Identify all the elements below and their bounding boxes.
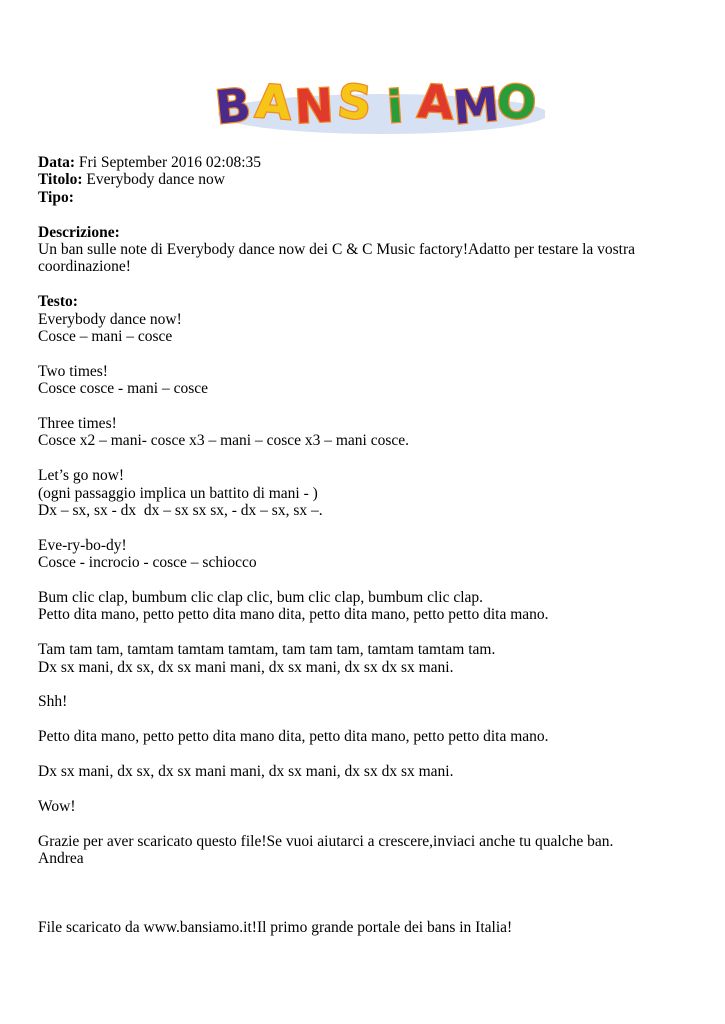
lyrics-line: Cosce – mani – cosce [38,328,173,346]
description-heading [38,224,698,241]
logo-letter: S [335,74,374,131]
logo-letter: A [416,74,455,130]
type-line [38,189,698,206]
lyrics-line: Dx sx mani, dx sx, dx sx mani mani, dx sx mani, dx sx dx sx mani. [38,763,454,781]
lyrics-line: Cosce x2 – mani- cosce x3 – mani – cosce x3 – mani cosce. [38,432,410,450]
type-label: Tipo: [38,188,74,206]
lyrics-line: Shh! [38,693,68,711]
logo-letter: B [212,77,254,135]
logo-letter: i [385,81,405,134]
bansiamo-logo [205,74,545,136]
lyrics-line: Petto dita mano, petto petto dita mano dita, petto dita mano, petto petto dita mano. [38,606,549,624]
logo-letter: O [495,74,538,131]
lyrics-line: (ogni passaggio implica un battito di mani - ) [38,484,318,502]
lyrics-line: Dx sx mani, dx sx, dx sx mani mani, dx sx mani, dx sx dx sx mani. [38,658,454,676]
title-line [38,171,698,188]
title-value: Everybody dance now [82,171,225,189]
logo-letter: A [253,74,294,131]
document-body [38,154,698,937]
lyrics-line: Two times! [38,362,108,380]
lyrics-line: Everybody dance now! [38,310,182,328]
date-label: Data: [38,154,76,171]
lyrics-line: Wow! [38,797,76,815]
footer-text: File scaricato da www.bansiamo.it!Il primo grande portale dei bans in Italia! [38,919,513,937]
lyrics-line: Grazie per aver scaricato questo file!Se vuoi aiutarci a crescere,inviaci anche tu qualche ban. [38,832,614,850]
lyrics-line: Petto dita mano, petto petto dita mano dita, petto dita mano, petto petto dita mano. [38,728,549,746]
lyrics-line: Eve-ry-bo-dy! [38,536,127,554]
lyrics-line: Andrea [38,850,84,868]
description-text: Un ban sulle note di Everybody dance now dei C & C Music factory!Adatto per testare la vostra coordinazione! [38,241,636,276]
date-value: Fri September 2016 02:08:35 [75,154,262,171]
lyrics-block [38,311,698,868]
description-label: Descrizione: [38,223,120,241]
date-line [38,154,698,171]
logo-letter: N [293,78,335,134]
lyrics-line: Dx – sx, sx - dx dx – sx sx sx, - dx – sx, sx –. [38,502,323,520]
lyrics-heading [38,293,698,310]
lyrics-line: Cosce - incrocio - cosce – schiocco [38,554,257,572]
logo-letter: M [450,77,502,135]
lyrics-line: Bum clic clap, bumbum clic clap clic, bum clic clap, bumbum clic clap. [38,589,484,607]
title-label: Titolo: [38,171,83,189]
lyrics-label: Testo: [38,293,78,311]
lyrics-line: Three times! [38,415,117,433]
lyrics-line: Cosce cosce - mani – cosce [38,380,209,398]
lyrics-line: Tam tam tam, tamtam tamtam tamtam, tam tam tam, tamtam tamtam tam. [38,641,496,659]
lyrics-line: Let’s go now! [38,467,125,485]
